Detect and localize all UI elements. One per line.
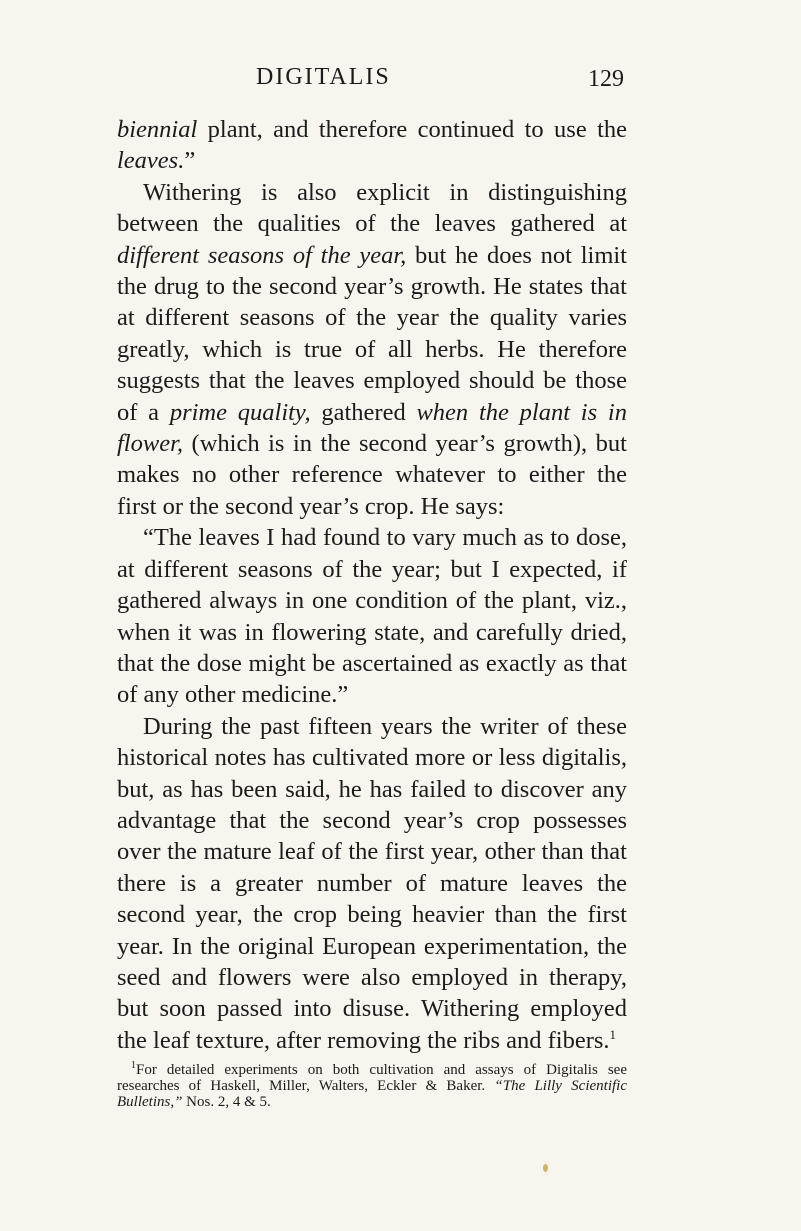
p2-text-d: (which is in the second year’s growth), but makes no other reference whatever to either the first or the second year’s crop. He says: <box>117 430 627 520</box>
footnote-marker: 1 <box>131 1060 136 1071</box>
p2-text-b: but he does not limit the drug to the second year’s growth. He states that at different seasons of the year the quality varies greatly, which is true of all herbs. He therefore suggests that the leaves employed should be those of a <box>117 241 627 426</box>
p4-text: During the past fifteen years the writer of these historical notes has cultivated more or less digitalis, but, as has been said, he has failed to discover any advantage that the second year’s crop possesses over the mature leaf of the first year, other than that there is a greater number of mature leaves the second year, the crop being heavier than the first year. In the original European experimentation, the seed and flowers were also employed in therapy, but soon passed into disuse. Withering employed the leaf texture, after removing the ribs and fibers. <box>117 712 627 1054</box>
emphasis-prime-quality: prime quality, <box>169 398 311 426</box>
running-head: DIGITALIS <box>256 64 391 90</box>
p1-text: plant, and therefore continued to use the <box>197 116 627 143</box>
footnote <box>117 1058 627 1110</box>
ink-speck <box>543 1164 548 1172</box>
p2-text-a: Withering is also explicit in distinguishing between the qualities of the leaves gathered at <box>117 178 627 238</box>
p1-close-quote: ” <box>184 147 196 175</box>
footnote-reference: 1 <box>609 1026 617 1042</box>
footnote-text <box>117 1058 627 1110</box>
body-text <box>117 114 627 1056</box>
emphasis-leaves: leaves. <box>117 147 185 175</box>
paragraph-2 <box>117 177 627 522</box>
p2-text-c: gathered <box>310 398 417 426</box>
emphasis-plant-in-flower: when the plant is in flower, <box>117 398 627 458</box>
emphasis-different-seasons: different seasons of the year, <box>117 241 407 269</box>
page-number: 129 <box>588 66 624 92</box>
footnote-text-b: Nos. 2, 4 & 5. <box>182 1094 271 1110</box>
footnote-text-a: For detailed experiments on both cultivation and assays of Digitalis see researches of Haskell, Miller, Walters, Eckler & Baker. <box>117 1062 627 1094</box>
paragraph-3-quote: “The leaves I had found to vary much as to dose, at different seasons of the year; but I expected, if gathered always in one condition of the plant, viz., when it was in flowering state, and carefully dried, that the dose might be ascertained as exactly as that of any other medicine.” <box>117 524 627 709</box>
footnote-citation-title: “The Lilly Scientific Bulletins,” <box>117 1078 627 1110</box>
emphasis-biennial: biennial <box>117 116 198 143</box>
paragraph-4 <box>117 711 627 1056</box>
paragraph-1 <box>117 114 627 177</box>
